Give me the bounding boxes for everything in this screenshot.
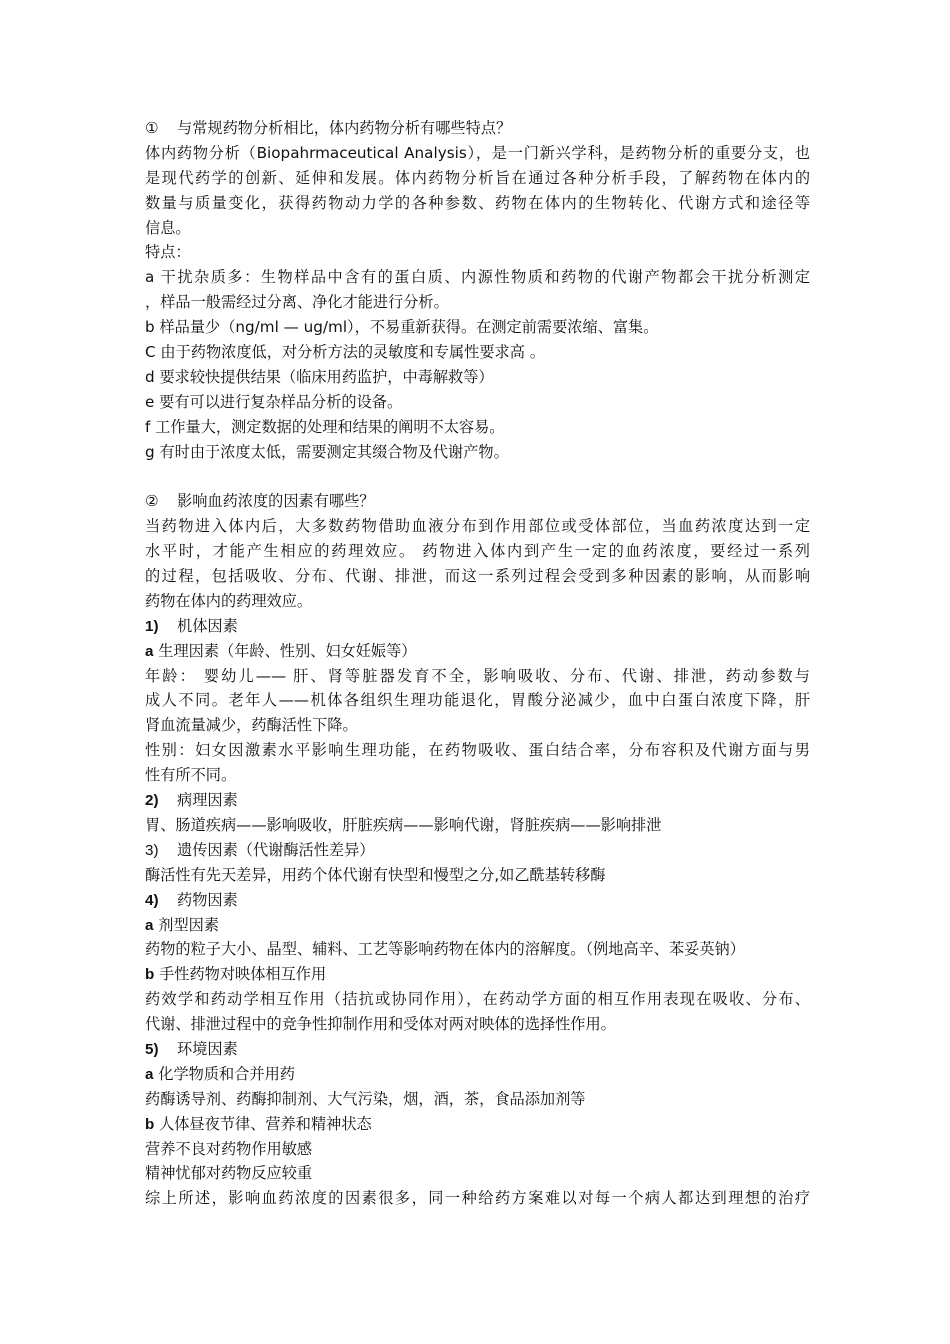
feature-item: g 有时由于浓度太低，需要测定其缀合物及代谢产物。	[145, 442, 509, 461]
section-number: 2)	[145, 792, 159, 810]
subsection-title: 人体昼夜节律、营养和精神状态	[154, 1114, 372, 1133]
q2-intro-line: 当药物进入体内后，大多数药物借助血液分布到作用部位或受体部位，当血药浓度达到一定	[145, 517, 810, 536]
section-title: 机体因素	[177, 616, 238, 635]
feature-item: f 工作量大，测定数据的处理和结果的阐明不太容易。	[145, 417, 505, 436]
subsection-heading	[145, 962, 810, 987]
feature-item: C 由于药物浓度低，对分析方法的灵敏度和专属性要求高 。	[145, 343, 545, 362]
section-4-heading	[145, 888, 810, 913]
section-number: 1)	[145, 617, 159, 635]
section-number: 3)	[145, 841, 159, 859]
question-1-heading	[145, 116, 810, 141]
subsection-letter: a	[145, 642, 154, 660]
subsection-heading	[145, 913, 810, 938]
subsection-letter: a	[145, 1065, 154, 1083]
section-number: 5)	[145, 1040, 159, 1058]
feature-item: e 要有可以进行复杂样品分析的设备。	[145, 392, 403, 411]
q2-intro-line: 水平时，才能产生相应的药理效应。 药物进入体内到产生一定的血药浓度，要经过一系列	[145, 542, 810, 561]
subsection-title: 剂型因素	[153, 915, 220, 934]
subsection-body: 药物的粒子大小、晶型、辅料、工艺等影响药物在体内的溶解度。（例地高辛、苯妥英钠）	[145, 940, 745, 959]
q2-intro-line: 的过程，包括吸收、分布、代谢、排泄，而这一系列过程会受到多种因素的影响，从而影响	[145, 567, 810, 586]
subsection-title: 手性药物对映体相互作用	[154, 965, 327, 984]
subsection-heading	[145, 1112, 810, 1137]
section-number: 4)	[145, 891, 159, 909]
document-page	[145, 116, 810, 1211]
subsection-body: 精神忧郁对药物反应较重	[145, 1164, 313, 1183]
question-2-heading	[145, 489, 810, 514]
section-1-heading	[145, 614, 810, 639]
subsection-body: 代谢、排泄过程中的竞争性抑制作用和受体对两对映体的选择性作用。	[145, 1015, 616, 1034]
age-line: 成人不同。老年人——机体各组织生理功能退化，胃酸分泌减少，血中白蛋白浓度下降，肝	[145, 691, 810, 710]
subsection-heading	[145, 639, 810, 664]
feature-item: ，样品一般需经过分离、净化才能进行分析。	[145, 293, 449, 312]
circled-number-1: ①	[145, 119, 159, 137]
section-2-heading	[145, 788, 810, 813]
q1-intro-line: 数量与质量变化，获得药物动力学的各种参数、药物在体内的生物转化、代谢方式和途径等	[145, 193, 810, 212]
q1-intro-line: 体内药物分析（Biopahrmaceutical Analysis），是一门新兴学科，是药物分析的重要分支，也	[145, 143, 810, 162]
feature-item: d 要求较快提供结果（临床用药监护，中毒解救等）	[145, 367, 494, 386]
section-title: 环境因素	[177, 1039, 238, 1058]
subsection-title: 化学物质和合并用药	[153, 1064, 295, 1083]
q1-intro-line: 信息。	[145, 218, 191, 237]
section-5-heading	[145, 1037, 810, 1062]
subsection-letter: a	[145, 916, 154, 934]
question-2-title: 影响血药浓度的因素有哪些？	[177, 492, 375, 511]
section-body: 胃、肠道疾病——影响吸收，肝脏疾病——影响代谢，肾脏疾病——影响排泄	[145, 815, 662, 834]
subsection-heading	[145, 1062, 810, 1087]
subsection-body: 药效学和药动学相互作用（拮抗或协同作用），在药动学方面的相互作用表现在吸收、分布、	[145, 990, 810, 1009]
age-line: 年龄： 婴幼儿—— 肝、肾等脏器发育不全，影响吸收、分布、代谢、排泄，药动参数与	[145, 666, 810, 685]
age-line: 肾血流量减少，药酶活性下降。	[145, 716, 358, 735]
sex-line: 性别：妇女因激素水平影响生理功能，在药物吸收、蛋白结合率，分布容积及代谢方面与男	[145, 741, 810, 760]
section-title: 病理因素	[177, 791, 238, 810]
subsection-title: 生理因素（年龄、性别、妇女妊娠等）	[153, 641, 417, 660]
sex-line: 性有所不同。	[145, 766, 237, 785]
circled-number-2: ②	[145, 492, 159, 511]
question-1-title: 与常规药物分析相比，体内药物分析有哪些特点？	[177, 119, 512, 137]
features-label: 特点：	[145, 243, 191, 262]
subsection-letter: b	[145, 966, 155, 984]
section-body: 酶活性有先天差异，用药个体代谢有快型和慢型之分,如乙酰基转移酶	[145, 865, 606, 884]
feature-item: b 样品量少（ng/ml — ug/ml），不易重新获得。在测定前需要浓缩、富集。	[145, 318, 659, 337]
subsection-body: 营养不良对药物作用敏感	[145, 1139, 313, 1158]
subsection-body: 药酶诱导剂、药酶抑制剂、大气污染，烟，酒，茶，食品添加剂等	[145, 1089, 586, 1108]
feature-item: a 干扰杂质多：生物样品中含有的蛋白质、内源性物质和药物的代谢产物都会干扰分析测定	[145, 268, 810, 287]
q2-intro-line: 药物在体内的药理效应。	[145, 591, 313, 610]
q1-intro-line: 是现代药学的创新、延伸和发展。体内药物分析旨在通过各种分析手段，了解药物在体内的	[145, 168, 810, 187]
section-3-heading	[145, 838, 810, 863]
section-title: 药物因素	[177, 890, 238, 909]
summary-line: 综上所述，影响血药浓度的因素很多，同一种给药方案难以对每一个病人都达到理想的治疗	[145, 1189, 810, 1208]
subsection-letter: b	[145, 1115, 155, 1133]
paragraph-gap	[145, 464, 810, 489]
section-title: 遗传因素（代谢酶活性差异）	[177, 840, 375, 859]
